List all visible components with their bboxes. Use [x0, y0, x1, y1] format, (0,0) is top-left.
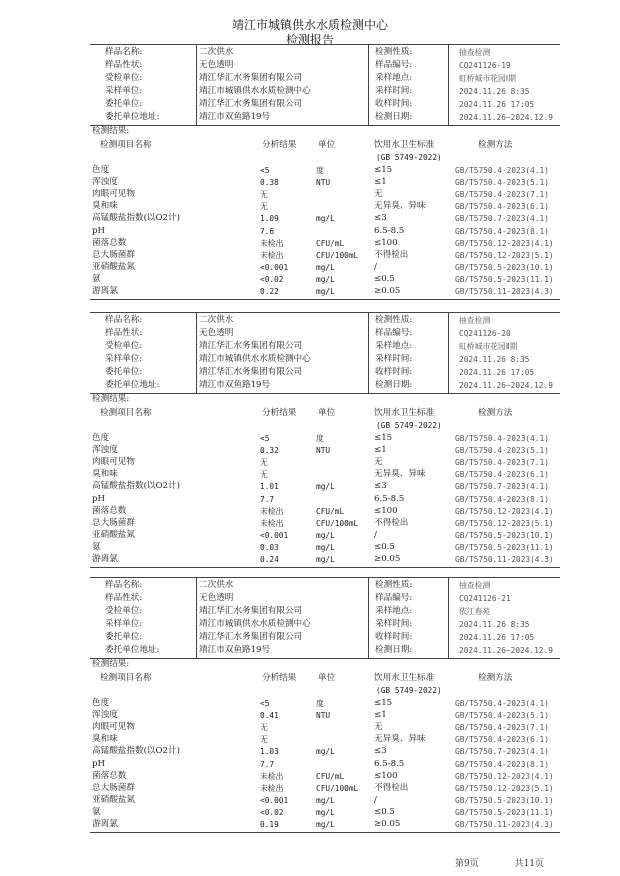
result-limit: ≤1	[374, 710, 387, 721]
info-label-receive-time: 收样时间:	[375, 367, 413, 377]
result-item: 高锰酸盐指数(以O2计)	[92, 213, 180, 224]
result-value: 1.03	[260, 747, 279, 757]
result-method: GB/T5750.4-2023(4.1)	[455, 434, 549, 443]
result-value: 无	[260, 202, 268, 212]
result-method: GB/T5750.4-2023(5.1)	[455, 711, 549, 721]
result-item: 色度	[92, 433, 110, 443]
result-value: <5	[260, 166, 270, 175]
info-label-entrusted: 受检单位:	[105, 606, 143, 616]
info-value-sampling-unit: 靖江市城镇供水水质检测中心	[199, 354, 311, 364]
result-limit: 无	[374, 457, 383, 468]
result-item: 菌落总数	[92, 770, 127, 781]
result-value: 1.01	[260, 482, 279, 492]
result-value: <0.001	[260, 262, 289, 272]
info-divider-left	[196, 313, 197, 393]
result-method: GB/T5750.4-2023(8.1)	[455, 226, 549, 236]
info-label-sample-nature: 样品性状:	[105, 593, 143, 603]
col-method-header: 检测方法	[478, 673, 513, 683]
result-item: 色度	[92, 165, 110, 175]
result-item: 总大肠菌群	[92, 517, 135, 528]
col-standard-code: (GB 5749-2022)	[376, 686, 442, 695]
result-value: 无	[260, 190, 268, 200]
result-item: 总大肠菌群	[92, 249, 135, 260]
result-value: <0.001	[260, 530, 289, 540]
info-value-receive-time: 2024.11.26 17:05	[459, 368, 535, 377]
info-label-test-date: 检测日期:	[375, 645, 413, 655]
info-label-client: 委托单位:	[105, 99, 143, 109]
result-unit: CFU/100mL	[316, 250, 359, 260]
result-limit: 无	[374, 722, 383, 733]
info-value-receive-time: 2024.11.26 17:05	[459, 100, 535, 109]
info-label-test-nature: 检测性质:	[375, 47, 413, 57]
result-unit: CFU/mL	[316, 238, 345, 248]
result-unit: mg/L	[316, 807, 335, 817]
result-value: 0.38	[260, 178, 279, 188]
info-label-client-address: 委托单位地址:	[105, 645, 160, 655]
col-standard-header: 饮用水卫生标准	[374, 140, 435, 150]
info-label-sampling-time: 采样时间:	[375, 354, 413, 364]
result-limit: ≤100	[374, 237, 398, 248]
info-label-sample-nature: 样品性状:	[105, 60, 143, 70]
info-value-client: 靖江华汇水务集团有限公司	[199, 632, 303, 642]
result-limit: ≥0.05	[374, 819, 401, 829]
result-item: 臭和味	[92, 469, 118, 480]
result-item: 臭和味	[92, 734, 118, 745]
result-limit: ≤3	[374, 213, 387, 224]
result-method: GB/T5750.7-2023(4.1)	[455, 214, 549, 224]
result-item: pH	[92, 758, 105, 769]
result-item: 游离氯	[92, 819, 118, 829]
result-limit: ≤1	[374, 445, 387, 456]
info-label-sample-name: 样品名称:	[105, 47, 143, 57]
info-value-client: 靖江华汇水务集团有限公司	[199, 367, 303, 377]
result-item: 浑浊度	[92, 177, 118, 188]
result-unit: 度	[316, 434, 324, 443]
result-limit: 不得检出	[374, 782, 409, 793]
result-value: 7.6	[260, 226, 275, 236]
result-limit: 不得检出	[374, 249, 409, 260]
result-method: GB/T5750.5-2023(10.1)	[455, 530, 554, 540]
result-unit: mg/L	[316, 530, 335, 540]
result-unit: mg/L	[316, 820, 335, 829]
result-value: 无	[260, 735, 268, 745]
result-value: 1.09	[260, 214, 279, 224]
result-limit: ≤15	[374, 698, 393, 708]
result-unit: CFU/100mL	[316, 783, 359, 793]
result-limit: ≤100	[374, 505, 398, 516]
info-label-entrusted: 受检单位:	[105, 73, 143, 83]
info-label-receive-time: 收样时间:	[375, 632, 413, 642]
info-value-client: 靖江华汇水务集团有限公司	[199, 99, 303, 109]
result-value: 无	[260, 470, 268, 480]
col-result-header: 分析结果	[262, 408, 297, 418]
result-method: GB/T5750.4-2023(4.1)	[455, 699, 549, 708]
info-label-sampling-time: 采样时间:	[375, 86, 413, 96]
result-value: 0.24	[260, 555, 279, 564]
result-item: 肉眼可见物	[92, 189, 135, 200]
result-unit: 度	[316, 166, 324, 175]
result-value: <0.001	[260, 795, 289, 805]
info-label-sampling-unit: 采样单位:	[105, 86, 143, 96]
info-value-test-nature: 抽查检测	[459, 316, 491, 325]
results-heading: 检测结果:	[92, 659, 130, 669]
result-item: 色度	[92, 698, 110, 708]
result-value: 无	[260, 723, 268, 733]
info-value-client-address: 靖江市双鱼路19号	[199, 645, 271, 655]
result-limit: ≥0.05	[374, 554, 401, 564]
result-method: GB/T5750.4-2023(7.1)	[455, 458, 549, 468]
info-value-sample-nature: 无色透明	[199, 593, 234, 603]
info-label-sampling-unit: 采样单位:	[105, 619, 143, 629]
result-limit: ≤0.5	[374, 541, 395, 552]
info-label-client: 委托单位:	[105, 632, 143, 642]
info-label-test-nature: 检测性质:	[375, 315, 413, 325]
result-method: GB/T5750.4-2023(5.1)	[455, 178, 549, 188]
result-limit: /	[374, 261, 377, 272]
result-method: GB/T5750.4-2023(8.1)	[455, 759, 549, 769]
info-bottom-rule	[90, 658, 560, 659]
result-method: GB/T5750.11-2023(4.3)	[455, 820, 554, 829]
result-item: 亚硝酸盐氮	[92, 794, 135, 805]
col-item-header: 检测项目名称	[100, 408, 152, 418]
page-number: 第9页	[455, 859, 479, 869]
info-label-test-date: 检测日期:	[375, 380, 413, 390]
result-item: 氨	[92, 273, 101, 284]
result-item: pH	[92, 225, 105, 236]
result-value: 0.22	[260, 287, 279, 296]
col-method-header: 检测方法	[478, 140, 513, 150]
info-label-test-nature: 检测性质:	[375, 580, 413, 590]
result-value: 未检出	[260, 238, 284, 248]
result-limit: ≤0.5	[374, 806, 395, 817]
info-value-entrusted: 靖江华汇水务集团有限公司	[199, 606, 303, 616]
result-limit: ≤1	[374, 177, 387, 188]
results-heading: 检测结果:	[92, 126, 130, 136]
result-item: 臭和味	[92, 201, 118, 212]
info-label-sample-name: 样品名称:	[105, 580, 143, 590]
result-value: <0.02	[260, 807, 284, 817]
result-item: 菌落总数	[92, 237, 127, 248]
block-bottom-rule	[90, 299, 560, 300]
info-label-client-address: 委托单位地址:	[105, 380, 160, 390]
result-value: 7.7	[260, 494, 275, 504]
info-value-sample-nature: 无色透明	[199, 60, 234, 70]
info-value-test-date: 2024.11.26~2024.12.9	[459, 646, 553, 655]
info-value-sampling-site: 虹桥城市花园Ⅰ期	[459, 74, 516, 83]
result-item: 氨	[92, 806, 101, 817]
result-value: <0.02	[260, 274, 284, 284]
result-value: 未检出	[260, 506, 284, 516]
result-value: 0.41	[260, 711, 279, 721]
col-unit-header: 单位	[318, 408, 336, 418]
result-unit: mg/L	[316, 274, 335, 284]
info-label-sampling-site: 采样地点:	[375, 73, 413, 83]
result-method: GB/T5750.4-2023(7.1)	[455, 723, 549, 733]
info-bottom-rule	[90, 125, 560, 126]
page-total: 共11页	[514, 859, 544, 869]
col-method-header: 检测方法	[478, 408, 513, 418]
result-method: GB/T5750.12-2023(5.1)	[455, 783, 554, 793]
result-method: GB/T5750.4-2023(6.1)	[455, 735, 549, 745]
info-divider-right	[448, 578, 449, 658]
info-value-client-address: 靖江市双鱼路19号	[199, 380, 271, 390]
info-label-client-address: 委托单位地址:	[105, 112, 160, 122]
result-limit: 6.5-8.5	[374, 225, 405, 236]
result-method: GB/T5750.4-2023(6.1)	[455, 202, 549, 212]
block-top-rule	[90, 44, 560, 45]
info-value-sampling-site: 依江春苑	[459, 607, 491, 616]
info-divider-mid	[368, 45, 369, 125]
result-item: 浑浊度	[92, 710, 118, 721]
result-unit: NTU	[316, 711, 331, 721]
result-item: 亚硝酸盐氮	[92, 261, 135, 272]
result-method: GB/T5750.12-2023(4.1)	[455, 771, 554, 781]
info-label-sample-id: 样品编号:	[375, 593, 413, 603]
result-item: 高锰酸盐指数(以O2计)	[92, 746, 180, 757]
info-divider-left	[196, 578, 197, 658]
info-label-client: 委托单位:	[105, 367, 143, 377]
result-method: GB/T5750.4-2023(8.1)	[455, 494, 549, 504]
info-divider-mid	[368, 578, 369, 658]
info-label-sampling-unit: 采样单位:	[105, 354, 143, 364]
info-value-sample-nature: 无色透明	[199, 328, 234, 338]
result-method: GB/T5750.12-2023(5.1)	[455, 518, 554, 528]
result-unit: mg/L	[316, 214, 335, 224]
info-value-sample-name: 二次供水	[199, 47, 234, 57]
result-item: 亚硝酸盐氮	[92, 529, 135, 540]
col-item-header: 检测项目名称	[100, 673, 152, 683]
info-value-receive-time: 2024.11.26 17:05	[459, 633, 535, 642]
result-limit: 无异臭、异味	[374, 734, 426, 745]
result-unit: NTU	[316, 178, 331, 188]
result-method: GB/T5750.5-2023(11.1)	[455, 542, 554, 552]
result-limit: ≤100	[374, 770, 398, 781]
info-label-entrusted: 受检单位:	[105, 341, 143, 351]
result-limit: ≤0.5	[374, 273, 395, 284]
info-value-sampling-unit: 靖江市城镇供水水质检测中心	[199, 619, 311, 629]
info-value-sample-name: 二次供水	[199, 580, 234, 590]
info-value-test-nature: 抽查检测	[459, 48, 491, 57]
info-value-sampling-site: 虹桥城市花园Ⅱ期	[459, 342, 518, 351]
result-unit: mg/L	[316, 542, 335, 552]
report-title: 检测报告	[285, 33, 334, 47]
result-item: 高锰酸盐指数(以O2计)	[92, 481, 180, 492]
result-limit: 无异臭、异味	[374, 469, 426, 480]
result-unit: mg/L	[316, 482, 335, 492]
result-value: 无	[260, 458, 268, 468]
result-method: GB/T5750.7-2023(4.1)	[455, 747, 549, 757]
col-standard-code: (GB 5749-2022)	[376, 153, 442, 162]
col-unit-header: 单位	[318, 673, 336, 683]
result-value: 0.32	[260, 446, 279, 456]
result-item: 总大肠菌群	[92, 782, 135, 793]
result-item: 游离氯	[92, 286, 118, 296]
result-limit: ≤15	[374, 165, 393, 175]
col-standard-header: 饮用水卫生标准	[374, 408, 435, 418]
info-label-sampling-site: 采样地点:	[375, 606, 413, 616]
info-value-sample-id: CQ241126-21	[459, 594, 511, 603]
result-unit: CFU/mL	[316, 506, 345, 516]
col-unit-header: 单位	[318, 140, 336, 150]
result-limit: /	[374, 794, 377, 805]
report-org: 靖江市城镇供水水质检测中心	[231, 18, 388, 32]
result-limit: 6.5-8.5	[374, 493, 405, 504]
info-label-sampling-site: 采样地点:	[375, 341, 413, 351]
result-method: GB/T5750.4-2023(4.1)	[455, 166, 549, 175]
col-result-header: 分析结果	[262, 673, 297, 683]
result-value: 0.19	[260, 820, 279, 829]
result-limit: 不得检出	[374, 517, 409, 528]
info-label-sample-id: 样品编号:	[375, 328, 413, 338]
info-label-sample-nature: 样品性状:	[105, 328, 143, 338]
info-divider-right	[448, 313, 449, 393]
result-value: 未检出	[260, 250, 284, 260]
info-label-receive-time: 收样时间:	[375, 99, 413, 109]
col-result-header: 分析结果	[262, 140, 297, 150]
result-value: 7.7	[260, 759, 275, 769]
info-value-entrusted: 靖江华汇水务集团有限公司	[199, 73, 303, 83]
info-value-sample-id: CQ241126-19	[459, 61, 511, 70]
block-top-rule	[90, 577, 560, 578]
info-label-sample-name: 样品名称:	[105, 315, 143, 325]
result-method: GB/T5750.12-2023(4.1)	[455, 506, 554, 516]
result-unit: mg/L	[316, 287, 335, 296]
result-limit: ≤15	[374, 433, 393, 443]
result-method: GB/T5750.12-2023(4.1)	[455, 238, 554, 248]
result-unit: CFU/100mL	[316, 518, 359, 528]
info-value-sampling-time: 2024.11.26 8:35	[459, 620, 530, 629]
result-unit: CFU/mL	[316, 771, 345, 781]
result-item: 菌落总数	[92, 505, 127, 516]
result-value: <5	[260, 699, 270, 708]
info-value-sampling-unit: 靖江市城镇供水水质检测中心	[199, 86, 311, 96]
info-divider-right	[448, 45, 449, 125]
result-method: GB/T5750.5-2023(10.1)	[455, 262, 554, 272]
result-method: GB/T5750.4-2023(5.1)	[455, 446, 549, 456]
info-value-test-date: 2024.11.26~2024.12.9	[459, 113, 553, 122]
info-value-sample-name: 二次供水	[199, 315, 234, 325]
info-label-sample-id: 样品编号:	[375, 60, 413, 70]
result-method: GB/T5750.11-2023(4.3)	[455, 555, 554, 564]
result-method: GB/T5750.12-2023(5.1)	[455, 250, 554, 260]
info-bottom-rule	[90, 393, 560, 394]
col-item-header: 检测项目名称	[100, 140, 152, 150]
info-value-client-address: 靖江市双鱼路19号	[199, 112, 271, 122]
result-unit: mg/L	[316, 795, 335, 805]
result-method: GB/T5750.4-2023(6.1)	[455, 470, 549, 480]
result-method: GB/T5750.7-2023(4.1)	[455, 482, 549, 492]
info-value-sample-id: CQ241126-20	[459, 329, 511, 338]
result-item: 浑浊度	[92, 445, 118, 456]
col-standard-code: (GB 5749-2022)	[376, 421, 442, 430]
info-label-test-date: 检测日期:	[375, 112, 413, 122]
result-value: 未检出	[260, 771, 284, 781]
block-bottom-rule	[90, 832, 560, 833]
result-method: GB/T5750.5-2023(11.1)	[455, 274, 554, 284]
result-limit: /	[374, 529, 377, 540]
result-unit: 度	[316, 699, 324, 708]
result-unit: mg/L	[316, 262, 335, 272]
info-value-sampling-time: 2024.11.26 8:35	[459, 355, 530, 364]
result-limit: ≥0.05	[374, 286, 401, 296]
result-limit: 6.5-8.5	[374, 758, 405, 769]
page-footer	[455, 856, 544, 869]
info-divider-left	[196, 45, 197, 125]
result-limit: ≤3	[374, 746, 387, 757]
result-item: pH	[92, 493, 105, 504]
result-method: GB/T5750.5-2023(11.1)	[455, 807, 554, 817]
result-value: 未检出	[260, 518, 284, 528]
block-bottom-rule	[90, 567, 560, 568]
result-limit: 无异臭、异味	[374, 201, 426, 212]
result-unit: NTU	[316, 446, 331, 456]
result-item: 游离氯	[92, 554, 118, 564]
col-standard-header: 饮用水卫生标准	[374, 673, 435, 683]
info-value-entrusted: 靖江华汇水务集团有限公司	[199, 341, 303, 351]
result-unit: mg/L	[316, 747, 335, 757]
info-label-sampling-time: 采样时间:	[375, 619, 413, 629]
info-value-sampling-time: 2024.11.26 8:35	[459, 87, 530, 96]
info-divider-mid	[368, 313, 369, 393]
result-limit: 无	[374, 189, 383, 200]
result-method: GB/T5750.4-2023(7.1)	[455, 190, 549, 200]
result-item: 氨	[92, 541, 101, 552]
info-value-test-date: 2024.11.26~2024.12.9	[459, 381, 553, 390]
results-heading: 检测结果:	[92, 394, 130, 404]
result-value: <5	[260, 434, 270, 443]
result-unit: mg/L	[316, 555, 335, 564]
result-limit: ≤3	[374, 481, 387, 492]
result-value: 0.03	[260, 542, 279, 552]
result-item: 肉眼可见物	[92, 722, 135, 733]
result-item: 肉眼可见物	[92, 457, 135, 468]
info-value-test-nature: 抽查检测	[459, 581, 491, 590]
result-method: GB/T5750.11-2023(4.3)	[455, 287, 554, 296]
result-value: 未检出	[260, 783, 284, 793]
block-top-rule	[90, 312, 560, 313]
result-method: GB/T5750.5-2023(10.1)	[455, 795, 554, 805]
